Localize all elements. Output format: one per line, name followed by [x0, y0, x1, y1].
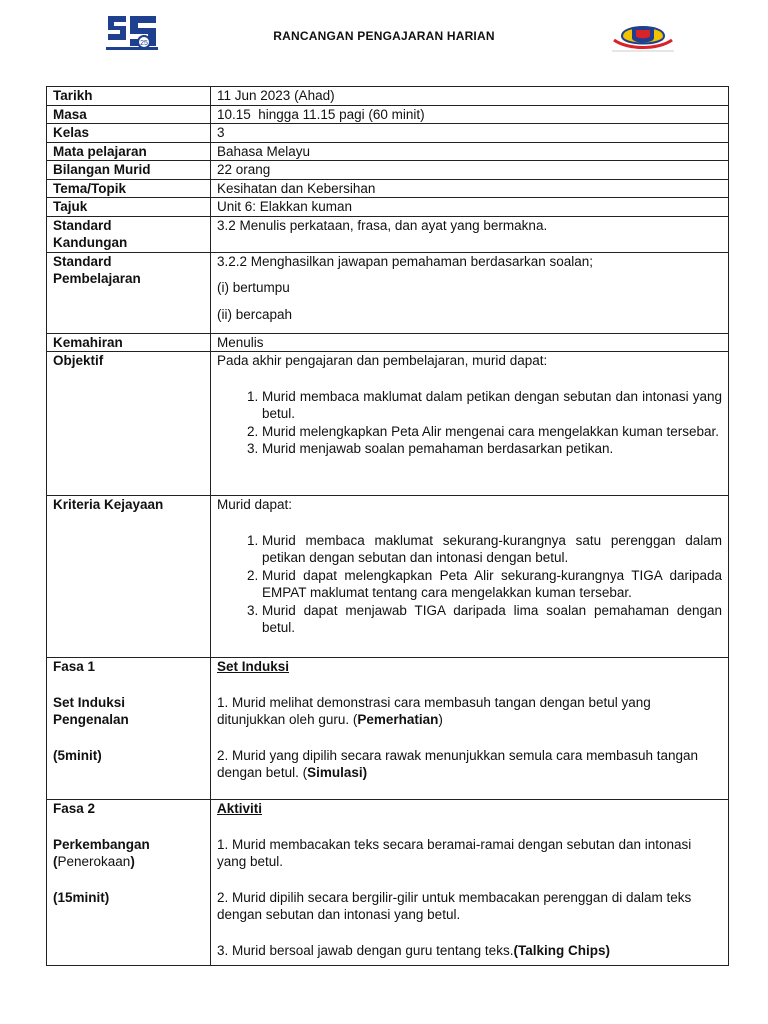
- fasa-2-step-3: [217, 942, 722, 960]
- row-fasa-2: [47, 800, 729, 966]
- value-standard-kandungan: 3.2 Menulis perkataan, frasa, dan ayat yang bermakna.: [211, 216, 729, 252]
- row-kelas: [47, 124, 729, 143]
- row-standard-pembelajaran: [47, 252, 729, 333]
- fasa-2-sub-1: Perkembangan: [53, 836, 150, 852]
- step-text: 2. Murid yang dipilih secara rawak menunjukkan semula cara membasuh tangan dengan betul. (: [217, 747, 699, 780]
- svg-text:25: 25: [140, 40, 148, 47]
- objektif-intro: Pada akhir pengajaran dan pembelajaran, murid dapat:: [217, 353, 548, 368]
- label-standard-kandungan-line-1: Standard: [53, 217, 112, 233]
- sp-line-2: (i) bertumpu: [217, 280, 290, 295]
- label-objektif: Objektif: [47, 352, 211, 496]
- row-standard-kandungan: [47, 216, 729, 252]
- list-item: 2. Murid dapat melengkapkan Peta Alir sekurang-kurangnya TIGA daripada EMPAT maklumat tentang cara mengelakkan kuman tersebar.: [262, 567, 722, 602]
- row-kriteria-kejayaan: [47, 496, 729, 658]
- kriteria-list: [217, 532, 722, 637]
- step-method: Pemerhatian: [357, 712, 439, 727]
- list-item: 3. Murid dapat menjawab TIGA daripada lima soalan pemahaman dengan betul.: [262, 602, 722, 637]
- list-item: 3. Murid menjawab soalan pemahaman berdasarkan petikan.: [262, 440, 722, 458]
- fasa-2-step-2: 2. Murid dipilih secara bergilir-gilir untuk membacakan perenggan di dalam teks dengan sebutan dan intonasi yang betul.: [217, 889, 692, 922]
- value-kriteria-kejayaan: [211, 496, 729, 658]
- label-fasa-1: [47, 658, 211, 800]
- label-kelas: Kelas: [47, 124, 211, 143]
- row-mata-pelajaran: [47, 142, 729, 161]
- fasa-1-sub-1: Set Induksi: [53, 694, 126, 710]
- value-tajuk: Unit 6: Elakkan kuman: [211, 198, 729, 217]
- row-objektif: [47, 352, 729, 496]
- kriteria-intro: Murid dapat:: [217, 497, 293, 512]
- fasa-1-step-2: [217, 747, 722, 782]
- list-item: 2. Murid melengkapkan Peta Alir mengenai cara mengelakkan kuman tersebar.: [262, 423, 722, 441]
- page-title: RANCANGAN PENGAJARAN HARIAN: [273, 29, 495, 43]
- label-tajuk: Tajuk: [47, 198, 211, 217]
- sp-line-3: (ii) bercapah: [217, 306, 293, 322]
- row-fasa-1: [47, 658, 729, 800]
- value-objektif: [211, 352, 729, 496]
- label-bilangan-murid: Bilangan Murid: [47, 161, 211, 180]
- step-text: 1. Murid melihat demonstrasi cara membasuh tangan dengan betul yang ditunjukkan oleh guru. (: [217, 694, 651, 727]
- fasa-1-sub-2: Pengenalan: [53, 712, 129, 727]
- label-standard-pembelajaran-line-2: Pembelajaran: [53, 271, 141, 286]
- school-crest-icon: [612, 18, 674, 52]
- label-fasa-2: [47, 800, 211, 966]
- value-kelas: 3: [211, 124, 729, 143]
- label-tema: Tema/Topik: [47, 179, 211, 198]
- value-standard-pembelajaran: [211, 252, 729, 333]
- label-mata-pelajaran: Mata pelajaran: [47, 142, 211, 161]
- value-fasa-2: [211, 800, 729, 966]
- objektif-list: [217, 388, 722, 458]
- label-kriteria-kejayaan: Kriteria Kejayaan: [47, 496, 211, 658]
- fasa-2-time: (15minit): [53, 889, 110, 905]
- label-standard-pembelajaran: [47, 252, 211, 333]
- row-tema: [47, 179, 729, 198]
- fasa-2-sub-2-text: Penerokaan: [57, 854, 131, 869]
- value-masa: 10.15 hingga 11.15 pagi (60 minit): [211, 105, 729, 124]
- step-method: Simulasi): [307, 765, 368, 780]
- row-bilangan-murid: [47, 161, 729, 180]
- label-kemahiran: Kemahiran: [47, 333, 211, 352]
- label-tarikh: Tarikh: [47, 87, 211, 106]
- paren-open: (: [53, 854, 58, 869]
- fasa-2-sub-2: [53, 853, 204, 871]
- value-kemahiran: Menulis: [211, 333, 729, 352]
- value-tema: Kesihatan dan Kebersihan: [211, 179, 729, 198]
- label-standard-kandungan-line-2: Kandungan: [53, 235, 128, 250]
- value-mata-pelajaran: Bahasa Melayu: [211, 142, 729, 161]
- fasa-1-label: Fasa 1: [53, 659, 96, 674]
- lesson-plan-table: [46, 86, 729, 966]
- fasa-2-step-1: 1. Murid membacakan teks secara beramai-ramai dengan sebutan dan intonasi yang betul.: [217, 836, 692, 869]
- fasa-1-step-1: [217, 694, 722, 729]
- list-item: 1. Murid membaca maklumat dalam petikan dengan sebutan dan intonasi yang betul.: [262, 388, 722, 423]
- fasa-2-label: Fasa 2: [53, 801, 96, 816]
- label-standard-kandungan: [47, 216, 211, 252]
- value-bilangan-murid: 22 orang: [211, 161, 729, 180]
- step-text: 3. Murid bersoal jawab dengan guru tentang teks.: [217, 942, 514, 958]
- sp-line-1: 3.2.2 Menghasilkan jawapan pemahaman berdasarkan soalan;: [217, 253, 593, 269]
- label-standard-pembelajaran-line-1: Standard: [53, 253, 112, 269]
- row-tajuk: [47, 198, 729, 217]
- value-tarikh: 11 Jun 2023 (Ahad): [211, 87, 729, 106]
- value-fasa-1: [211, 658, 729, 800]
- step-end: ): [438, 712, 443, 727]
- label-masa: Masa: [47, 105, 211, 124]
- fasa-2-heading: Aktiviti: [217, 801, 263, 816]
- paren-close: ): [130, 854, 135, 869]
- row-tarikh: [47, 87, 729, 106]
- list-item: 1. Murid membaca maklumat sekurang-kurangnya satu perenggan dalam petikan dengan sebutan dan intonasi dengan betul.: [262, 532, 722, 567]
- row-kemahiran: [47, 333, 729, 352]
- step-method: (Talking Chips): [513, 942, 610, 958]
- fasa-1-time: (5minit): [53, 747, 102, 763]
- row-masa: [47, 105, 729, 124]
- fasa-1-heading: Set Induksi: [217, 659, 290, 674]
